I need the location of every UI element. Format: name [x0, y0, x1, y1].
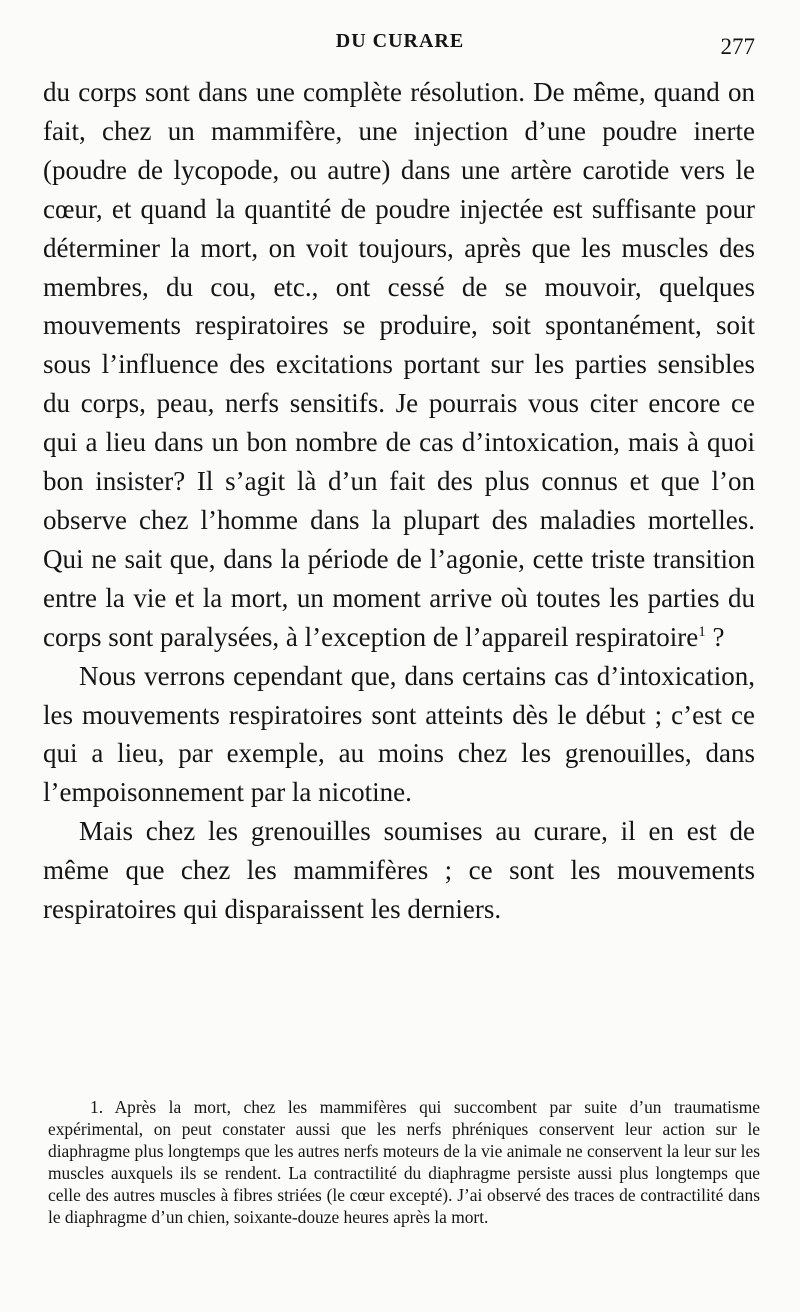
body-text [43, 73, 755, 929]
paragraph-text: du corps sont dans une complète résolution. De même, quand on fait, chez un mammifère, une injection d’une poudre inerte (poudre de lycopode, ou autre) dans une artère carotide vers le cœur, et quand la quantité de poudre injectée est suffisante pour déterminer la mort, on voit toujours, après que les muscles des membres, du cou, etc., ont cessé de se mouvoir, quelques mouvements respiratoires se produire, soit spontanément, soit sous l’influence des excitations portant sur les parties sensibles du corps, peau, nerfs sensitifs. Je pourrais vous citer encore ce qui a lieu dans un bon nombre de cas d’intoxication, mais à quoi bon insister? Il s’agit là d’un fait des plus connus et que l’on observe chez l’homme dans la plupart des maladies mortelles. Qui ne sait que, dans la période de l’agonie, cette triste transition entre la vie et la mort, un moment arrive où toutes les parties du corps sont paralysées, à l’exception de l’appareil respiratoire [43, 77, 755, 652]
page-header [0, 30, 800, 66]
paragraph-end: ? [705, 621, 725, 652]
running-title: DU CURARE [335, 30, 465, 52]
paragraph [43, 73, 755, 657]
page-number: 277 [720, 34, 755, 59]
paragraph: Nous verrons cependant que, dans certains cas d’intoxication, les mouvements respiratoires sont atteints dès le début ; c’est ce qui a lieu, par exemple, au moins chez les grenouilles, dans l’empoisonnement par la nicotine. [43, 660, 755, 808]
footnote-reference: 1 [698, 623, 706, 640]
paragraph: Mais chez les grenouilles soumises au curare, il en est de même que chez les mammifères ; ce sont les mouvements respiratoires qui disparaissent les derniers. [43, 816, 755, 925]
footnotes [48, 1096, 760, 1229]
footnote: 1. Après la mort, chez les mammifères qui succombent par suite d’un traumatisme expérimental, on peut constater aussi que les nerfs phréniques conservent leur action sur le diaphragme plus longtemps que les autres nerfs moteurs de la vie animale ne conservent la leur sur les muscles auxquels ils se rendent. La contractilité du diaphragme persiste aussi plus longtemps que celle des autres muscles à fibres striées (le cœur excepté). J’ai observé des traces de contractilité dans le diaphragme d’un chien, soixante-douze heures après la mort. [48, 1097, 760, 1228]
